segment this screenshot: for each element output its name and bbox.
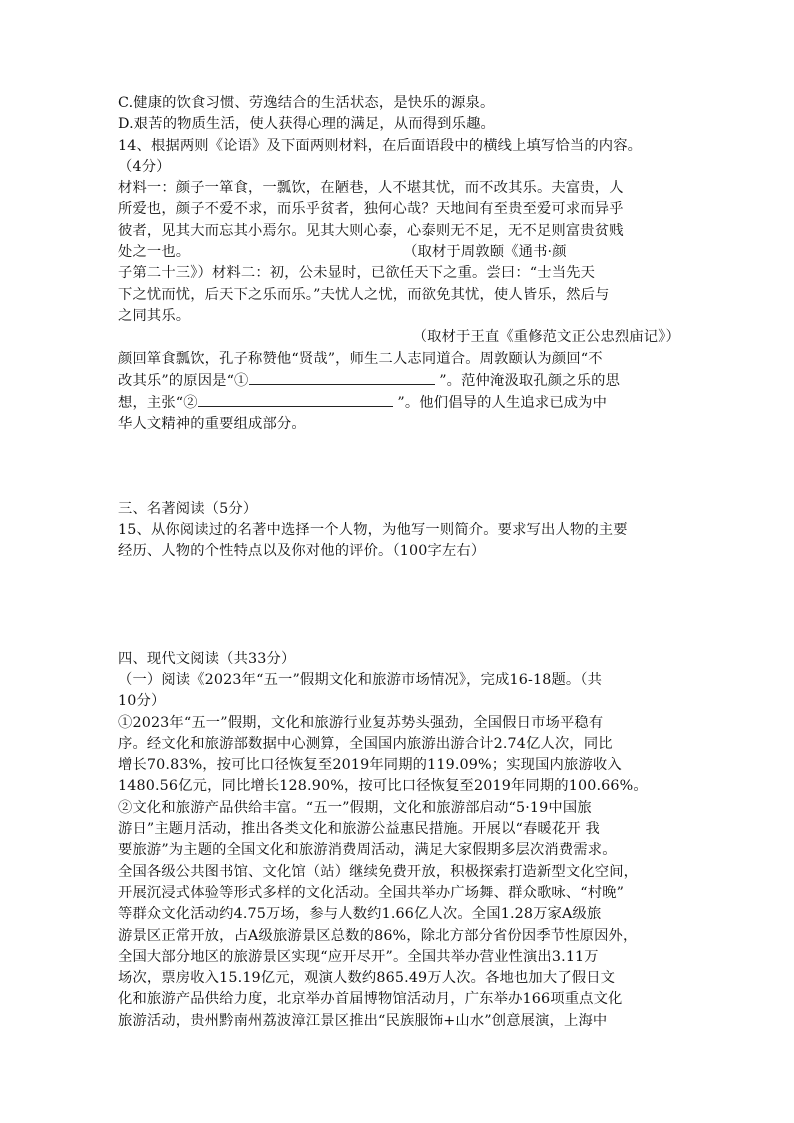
material-1-line: 所爱也，颜子不爱不求，而乐乎贫者，独何心哉？天地间有至贵至爱可求而异乎: [118, 201, 624, 218]
material-2-source: （取材于王直《重修范文正公忠烈庙记》）: [412, 329, 680, 346]
article-line: 化和旅游产品供给力度，北京举办首届博物馆活动月，广东举办166项重点文化: [118, 991, 623, 1008]
fill-paragraph-line: [118, 392, 680, 414]
section-3-heading: 三、名著阅读（5分）: [118, 500, 258, 517]
question-14-score: （4分）: [118, 158, 171, 175]
fill-paragraph-line: 颜回箪食瓢饮，孔子称赞他“贤哉”，师生二人志同道合。周敦颐认为颜回“不: [118, 350, 603, 367]
option-d: D.艰苦的物质生活，使人获得心理的满足，从而得到乐趣。: [118, 116, 495, 133]
blank-1-prefix: 改其乐”的原因是“①: [118, 372, 249, 389]
material-2-line: 下之忧而忧，后天下之乐而乐。”夫忧人之忧，而欲免其忧，使人皆乐，然后与: [118, 286, 610, 303]
material-1-line: 材料一：颜子一箪食，一瓢饮，在陋巷，人不堪其忧，而不改其乐。夫富贵，人: [118, 180, 624, 197]
answer-space: [118, 436, 680, 499]
question-15-line: 15、从你阅读过的名著中选择一个人物，为他写一则简介。要求写出人物的主要: [118, 522, 628, 539]
fill-paragraph-line: [118, 370, 680, 392]
article-line: ①2023年“五一”假期，文化和旅游行业复苏势头强劲，全国假日市场平稳有: [118, 714, 604, 731]
blank-1-suffix: ”。范仲淹汲取孔颜之乐的思: [434, 372, 621, 389]
question-15-line: 经历、人物的个性特点以及你对他的评价。（100字左右）: [118, 543, 486, 560]
article-line: 场次，票房收入15.19亿元，观演人数约865.49万人次。各地也加大了假日文: [118, 970, 616, 987]
article-line: ②文化和旅游产品供给丰富。“五一”假期，文化和旅游部启动“5·19中国旅: [118, 799, 592, 816]
subsection-heading: （一）阅读《2023年“五一”假期文化和旅游市场情况》，完成16-18题。（共: [118, 671, 603, 688]
document-page: [118, 93, 680, 1032]
material-1-text-end: 处之一也。: [118, 244, 191, 261]
question-14-stem: 14、根据两则《论语》及下面两则材料，在后面语段中的横线上填写恰当的内容。: [118, 137, 643, 154]
article-line: 等群众文化活动约4.75万场，参与人数约1.66亿人次。全国1.28万家A级旅: [118, 906, 602, 923]
blank-2-prefix: 想，主张“②: [118, 395, 198, 412]
subsection-heading: 10分）: [118, 693, 166, 710]
answer-space: [118, 563, 680, 649]
section-4-heading: 四、现代文阅读（共33分）: [118, 650, 296, 667]
answer-blank-1[interactable]: [249, 370, 435, 385]
article-line: 游日”主题月活动，推出各类文化和旅游公益惠民措施。开展以“春暖花开 我: [118, 821, 600, 838]
article-line: 游景区正常开放，占A级旅游景区总数的86%，除北方部分省份因季节性原因外，: [118, 927, 638, 944]
material-1-source: （取材于周敦颐《通书·颜: [410, 244, 567, 261]
article-line: 开展沉浸式体验等形式多样的文化活动。全国共举办广场舞、群众歌咏、“村晚”: [118, 884, 625, 901]
article-line: 1480.56亿元，同比增长128.90%，按可比口径恢复至2019年同期的100.66%。: [118, 778, 648, 795]
material-2-line: 之同其乐。: [118, 307, 191, 324]
option-c: C.健康的饮食习惯、劳逸结合的生活状态，是快乐的源泉。: [118, 95, 495, 111]
material-2-line: 子第二十三》）材料二：初，公未显时，已欲任天下之重。尝曰：“士当先天: [118, 265, 596, 282]
material-1-line: 彼者，见其大而忘其小焉尔。见其大则心泰，心泰则无不足，无不足则富贵贫贱: [118, 222, 624, 239]
article-line: 序。经文化和旅游部数据中心测算，全国国内旅游出游合计2.74亿人次，同比: [118, 735, 613, 752]
article-line: 旅游活动，贵州黔南州荔波漳江景区推出“民族服饰+山水”创意展演，上海中: [118, 1012, 608, 1029]
answer-blank-2[interactable]: [198, 392, 393, 407]
blank-2-suffix: ”。他们倡导的人生追求已成为中: [392, 395, 608, 412]
material-1-last-line: [118, 242, 680, 263]
fill-paragraph-line: 华人文精神的重要组成部分。: [118, 416, 306, 433]
article-line: 要旅游”为主题的全国文化和旅游消费周活动，满足大家假期多层次消费需求。: [118, 842, 617, 859]
article-line: 全国大部分地区的旅游景区实现“应开尽开”。全国共举办营业性演出3.11万: [118, 948, 599, 965]
article-line: 全国各级公共图书馆、文化馆（站）继续免费开放，积极探索打造新型文化空间，: [118, 863, 639, 880]
article-line: 增长70.83%，按可比口径恢复至2019年同期的119.09%；实现国内旅游收入: [118, 757, 622, 774]
